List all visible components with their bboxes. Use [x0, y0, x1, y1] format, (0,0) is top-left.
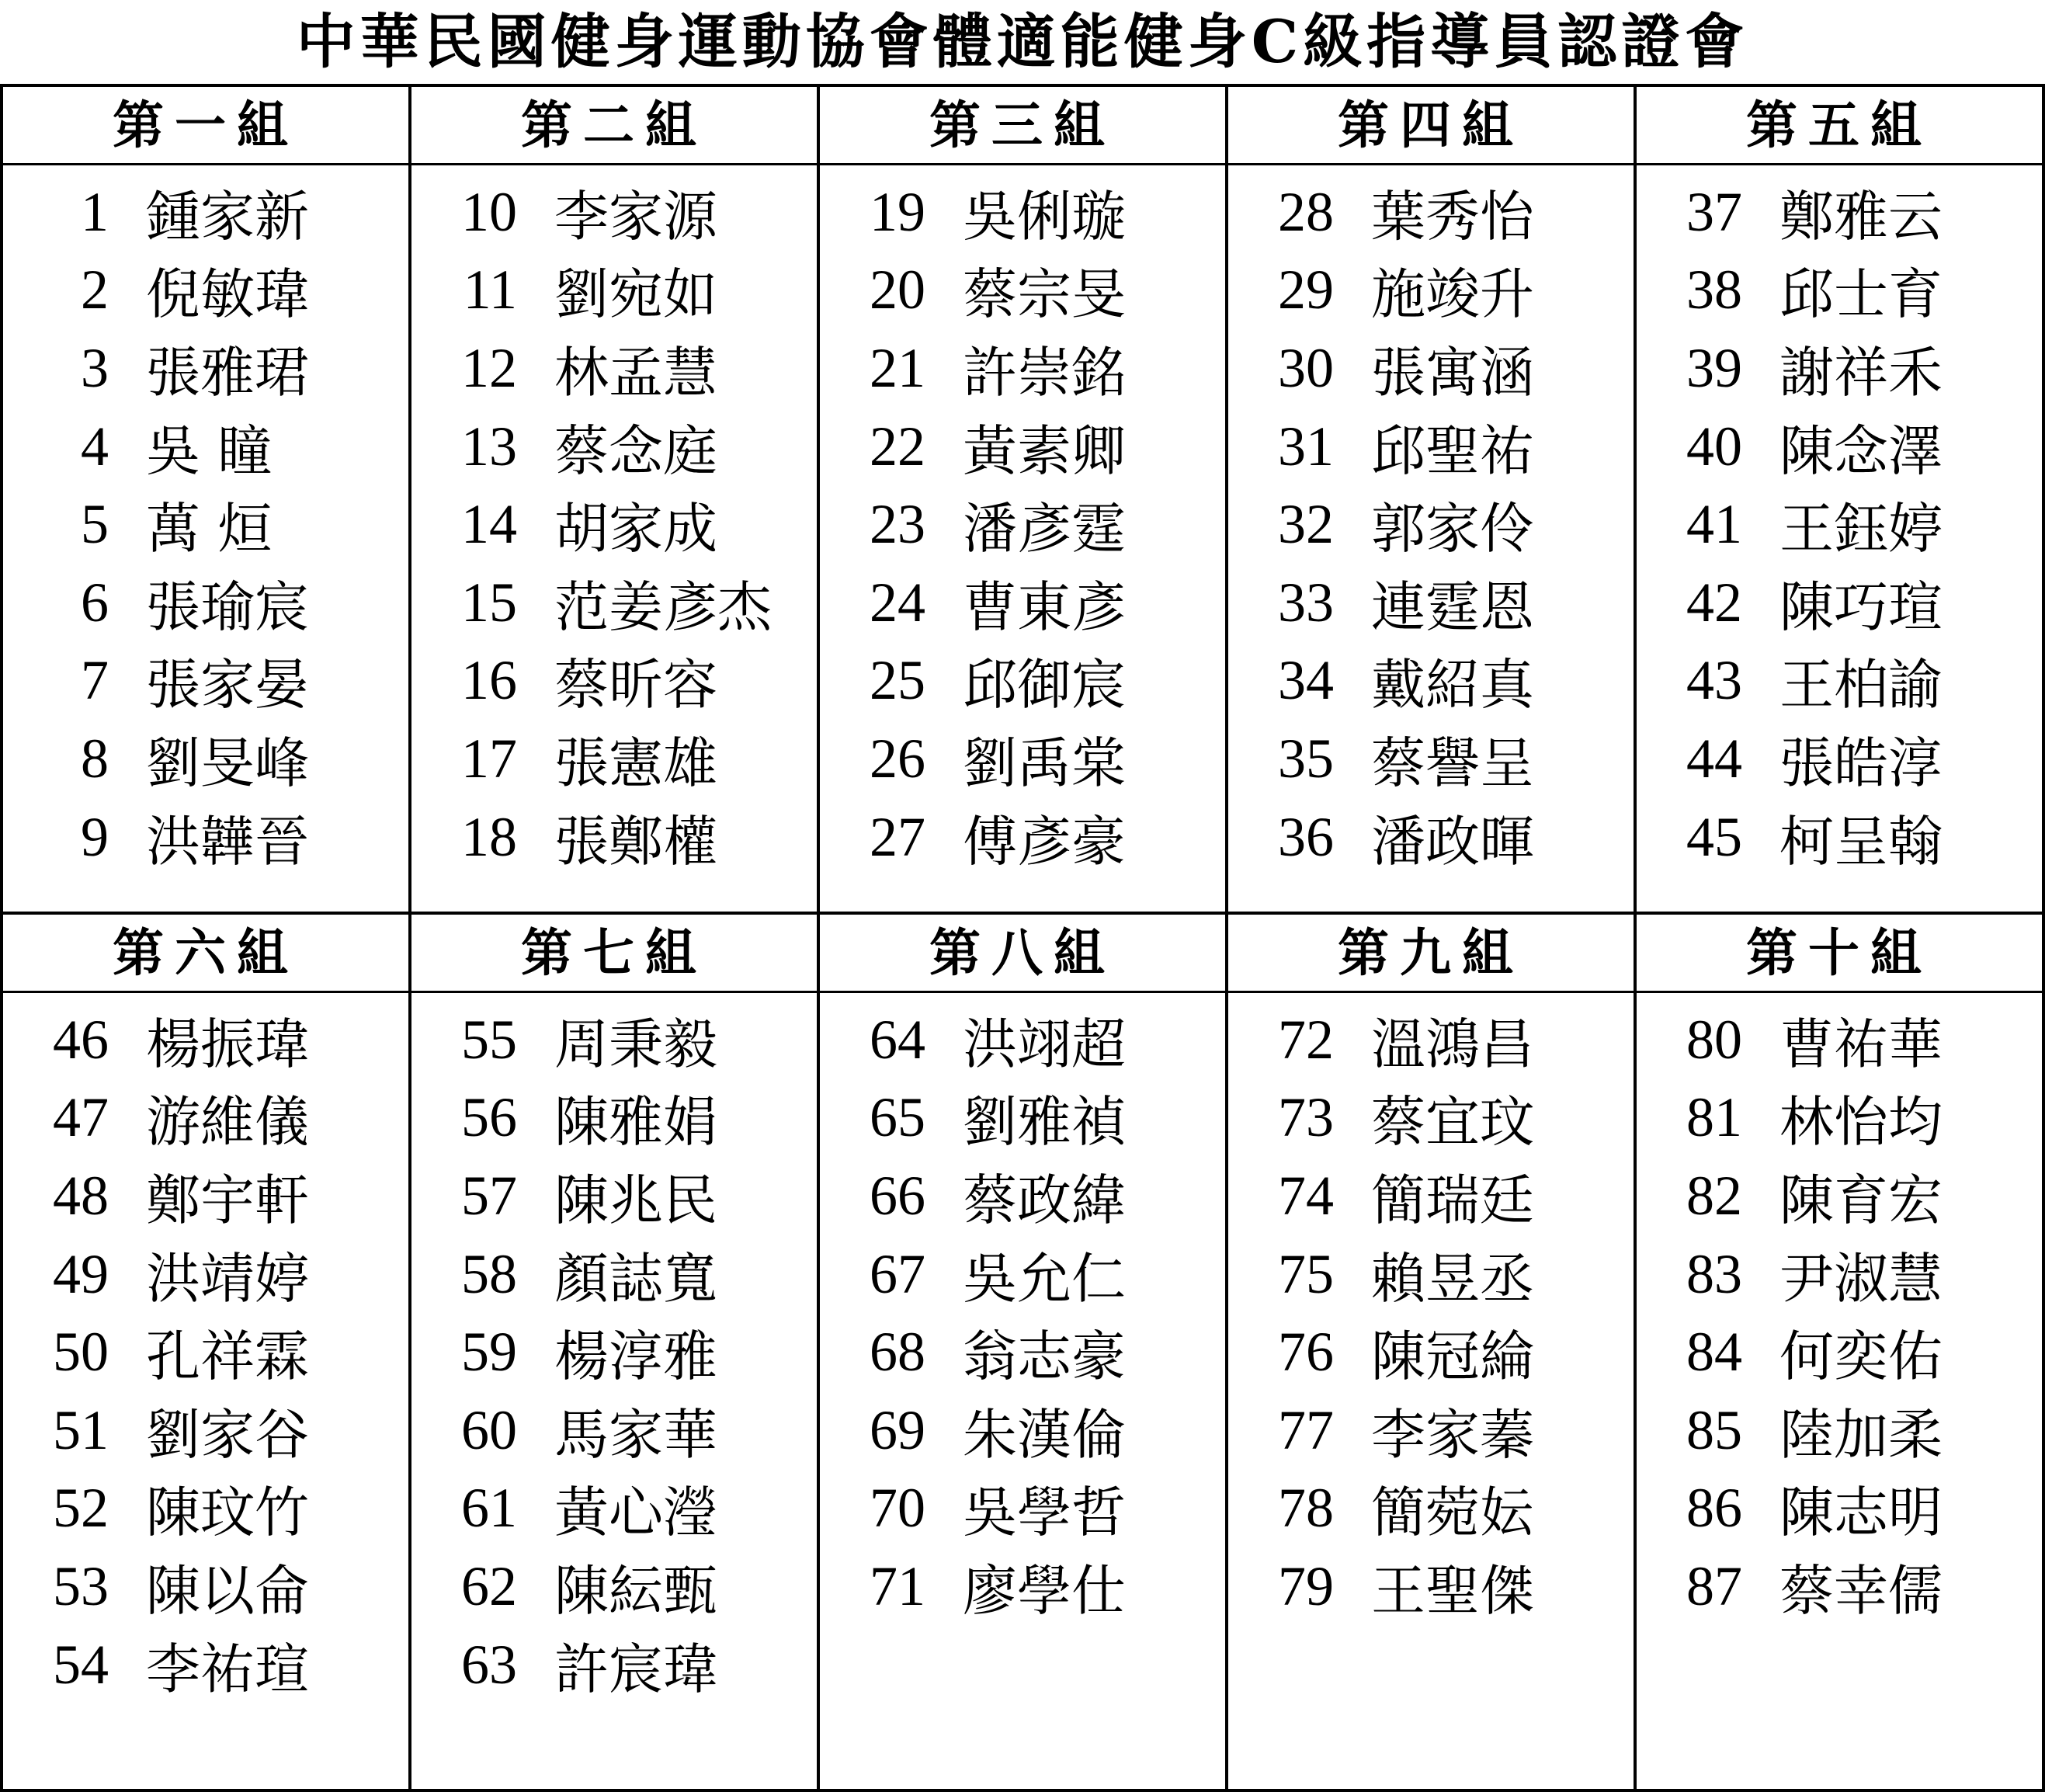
group-header: 第二組 — [411, 87, 817, 165]
member-name: 張鄭權 — [554, 809, 717, 873]
member-name: 顏誌寬 — [554, 1246, 717, 1311]
list-item — [3, 329, 408, 408]
member-name: 吳允仁 — [963, 1246, 1126, 1311]
list-item — [1228, 720, 1634, 798]
member-number: 10 — [461, 180, 517, 243]
member-list — [3, 165, 408, 876]
member-list — [1637, 165, 2042, 876]
member-number: 50 — [53, 1321, 109, 1384]
group-column — [817, 915, 1225, 1789]
member-name: 葉秀怡 — [1371, 184, 1534, 248]
member-number: 11 — [463, 259, 517, 321]
list-item — [3, 798, 408, 877]
list-item — [1228, 1470, 1634, 1548]
member-number: 45 — [1686, 805, 1742, 868]
member-name: 朱漢倫 — [963, 1402, 1126, 1467]
list-item — [1637, 720, 2042, 798]
roster-row-bottom — [3, 912, 2042, 1789]
list-item — [1228, 408, 1634, 486]
member-name: 溫鴻昌 — [1371, 1012, 1534, 1076]
member-name: 張家晏 — [146, 653, 309, 717]
member-name: 王聖傑 — [1371, 1558, 1534, 1623]
list-item — [411, 1626, 817, 1704]
list-item — [1637, 564, 2042, 642]
member-number: 35 — [1278, 727, 1334, 790]
member-number: 15 — [461, 571, 517, 634]
member-name: 張皓淳 — [1779, 731, 1943, 795]
member-name: 陳冠綸 — [1371, 1325, 1534, 1389]
member-number: 36 — [1278, 805, 1334, 868]
member-number: 33 — [1278, 571, 1334, 634]
list-item — [3, 1626, 408, 1704]
list-item — [820, 408, 1225, 486]
member-name: 陳志明 — [1779, 1481, 1943, 1545]
member-number: 49 — [53, 1242, 109, 1305]
member-name: 陳念澤 — [1779, 418, 1943, 483]
member-name: 李家源 — [554, 184, 717, 248]
member-number: 18 — [461, 805, 517, 868]
group-column — [3, 87, 408, 912]
list-item — [3, 1079, 408, 1158]
member-number: 43 — [1686, 649, 1742, 712]
member-name: 劉禹棠 — [963, 731, 1126, 795]
group-column — [1225, 87, 1634, 912]
member-name: 簡菀妘 — [1371, 1481, 1534, 1545]
list-item — [1637, 1157, 2042, 1235]
list-item — [3, 1470, 408, 1548]
list-item — [3, 1391, 408, 1470]
member-name: 吳俐璇 — [963, 184, 1126, 248]
member-number: 24 — [870, 571, 925, 634]
list-item — [820, 1391, 1225, 1470]
list-item — [820, 1001, 1225, 1079]
member-number: 14 — [461, 493, 517, 556]
member-number: 46 — [53, 1008, 109, 1071]
list-item — [820, 1470, 1225, 1548]
group-column — [3, 915, 408, 1789]
member-name: 張憲雄 — [554, 731, 717, 795]
list-item — [1228, 173, 1634, 252]
member-number: 85 — [1686, 1398, 1742, 1461]
member-name: 許崇銘 — [963, 340, 1126, 405]
member-number: 13 — [461, 415, 517, 478]
list-item — [1228, 1079, 1634, 1158]
list-item — [1228, 642, 1634, 721]
list-item — [411, 1079, 817, 1158]
member-name: 陳巧瑄 — [1779, 575, 1943, 639]
member-name: 吳學哲 — [963, 1481, 1126, 1545]
list-item — [820, 1079, 1225, 1158]
list-item — [1228, 798, 1634, 877]
member-name: 張雅珺 — [146, 340, 309, 405]
member-number: 72 — [1278, 1008, 1334, 1071]
member-number: 65 — [870, 1086, 925, 1149]
member-name: 蔡政緯 — [963, 1168, 1126, 1232]
list-item — [1228, 1547, 1634, 1626]
member-number: 8 — [81, 727, 109, 790]
member-number: 52 — [53, 1477, 109, 1540]
member-name: 陳紜甄 — [554, 1558, 717, 1623]
list-item — [1637, 329, 2042, 408]
member-number: 83 — [1686, 1242, 1742, 1305]
member-name: 李祐瑄 — [146, 1637, 309, 1701]
list-item — [411, 1235, 817, 1314]
list-item — [820, 1157, 1225, 1235]
member-number: 62 — [461, 1554, 517, 1617]
list-item — [411, 720, 817, 798]
member-name: 翁志豪 — [963, 1325, 1126, 1389]
member-number: 57 — [461, 1164, 517, 1227]
member-name: 周秉毅 — [554, 1012, 717, 1076]
member-number: 48 — [53, 1164, 109, 1227]
member-name: 柯呈翰 — [1779, 809, 1943, 873]
list-item — [1637, 408, 2042, 486]
member-list — [1637, 993, 2042, 1626]
list-item — [1228, 329, 1634, 408]
member-number: 79 — [1278, 1554, 1334, 1617]
group-header: 第四組 — [1228, 87, 1634, 165]
member-number: 73 — [1278, 1086, 1334, 1149]
member-name: 賴昱丞 — [1371, 1246, 1534, 1311]
member-name: 曹東彥 — [963, 575, 1126, 639]
list-item — [820, 485, 1225, 564]
member-list — [411, 165, 817, 876]
member-name: 許宸瑋 — [554, 1637, 717, 1701]
member-number: 53 — [53, 1554, 109, 1617]
list-item — [411, 1157, 817, 1235]
list-item — [1637, 642, 2042, 721]
member-name: 馬家華 — [554, 1402, 717, 1467]
member-number: 76 — [1278, 1321, 1334, 1384]
member-number: 4 — [81, 415, 109, 478]
list-item — [3, 720, 408, 798]
member-name: 潘彥霆 — [963, 497, 1126, 561]
member-number: 67 — [870, 1242, 925, 1305]
list-item — [411, 564, 817, 642]
member-number: 25 — [870, 649, 925, 712]
member-name: 曹祐華 — [1779, 1012, 1943, 1076]
list-item — [1637, 173, 2042, 252]
member-number: 12 — [461, 336, 517, 399]
member-number: 41 — [1686, 493, 1742, 556]
list-item — [1637, 485, 2042, 564]
list-item — [1637, 1079, 2042, 1158]
list-item — [3, 1313, 408, 1391]
member-number: 32 — [1278, 493, 1334, 556]
list-item — [820, 252, 1225, 330]
member-name: 廖學仕 — [963, 1558, 1126, 1623]
member-name: 倪敏瑋 — [146, 262, 309, 327]
member-name: 施竣升 — [1371, 262, 1534, 327]
list-item — [820, 564, 1225, 642]
member-name: 郭家伶 — [1371, 497, 1534, 561]
list-item — [1228, 485, 1634, 564]
member-number: 42 — [1686, 571, 1742, 634]
member-name: 黃心瀅 — [554, 1481, 717, 1545]
member-name: 陸加柔 — [1779, 1402, 1943, 1467]
member-name: 蔡宗旻 — [963, 262, 1126, 327]
list-item — [1637, 798, 2042, 877]
member-number: 56 — [461, 1086, 517, 1149]
group-column — [817, 87, 1225, 912]
roster-table — [0, 84, 2045, 1792]
member-number: 2 — [81, 259, 109, 321]
member-number: 47 — [53, 1086, 109, 1149]
roster-row-top — [3, 87, 2042, 912]
member-name: 鄭宇軒 — [146, 1168, 309, 1232]
member-list — [820, 993, 1225, 1626]
member-name: 邱聖祐 — [1371, 418, 1534, 483]
list-item — [1637, 252, 2042, 330]
member-name: 張寓涵 — [1371, 340, 1534, 405]
list-item — [1637, 1001, 2042, 1079]
list-item — [3, 1547, 408, 1626]
list-item — [1228, 564, 1634, 642]
member-number: 34 — [1278, 649, 1334, 712]
group-column — [1634, 915, 2042, 1789]
list-item — [411, 642, 817, 721]
member-name: 簡瑞廷 — [1371, 1168, 1534, 1232]
member-name: 范姜彥杰 — [554, 575, 772, 639]
member-name: 萬 烜 — [146, 497, 273, 561]
list-item — [820, 173, 1225, 252]
member-number: 81 — [1686, 1086, 1742, 1149]
group-header: 第九組 — [1228, 915, 1634, 993]
member-name: 蔡幸儒 — [1779, 1558, 1943, 1623]
member-number: 86 — [1686, 1477, 1742, 1540]
list-item — [411, 798, 817, 877]
member-number: 22 — [870, 415, 925, 478]
list-item — [3, 173, 408, 252]
member-name: 傅彥豪 — [963, 809, 1126, 873]
list-item — [820, 329, 1225, 408]
list-item — [3, 1001, 408, 1079]
member-name: 謝祥禾 — [1779, 340, 1943, 405]
member-name: 蔡宜玟 — [1371, 1090, 1534, 1155]
member-number: 61 — [461, 1477, 517, 1540]
member-number: 54 — [53, 1633, 109, 1696]
member-number: 70 — [870, 1477, 925, 1540]
list-item — [1228, 252, 1634, 330]
member-list — [1228, 165, 1634, 876]
member-name: 劉雅禎 — [963, 1090, 1126, 1155]
member-number: 19 — [870, 180, 925, 243]
list-item — [411, 1391, 817, 1470]
list-item — [3, 1235, 408, 1314]
list-item — [411, 252, 817, 330]
member-name: 潘政暉 — [1371, 809, 1534, 873]
member-number: 6 — [81, 571, 109, 634]
list-item — [411, 173, 817, 252]
member-number: 78 — [1278, 1477, 1334, 1540]
member-number: 55 — [461, 1008, 517, 1071]
member-name: 孔祥霖 — [146, 1325, 309, 1389]
group-header: 第六組 — [3, 915, 408, 993]
member-number: 82 — [1686, 1164, 1742, 1227]
group-column — [408, 915, 817, 1789]
list-item — [411, 329, 817, 408]
member-name: 胡家成 — [554, 497, 717, 561]
member-name: 劉宛如 — [554, 262, 717, 327]
group-column — [1634, 87, 2042, 912]
list-item — [820, 1547, 1225, 1626]
member-name: 李家蓁 — [1371, 1402, 1534, 1467]
member-name: 王鈺婷 — [1779, 497, 1943, 561]
member-name: 何奕佑 — [1779, 1325, 1943, 1389]
list-item — [1637, 1470, 2042, 1548]
member-number: 64 — [870, 1008, 925, 1071]
member-name: 林怡均 — [1779, 1090, 1943, 1155]
list-item — [1228, 1157, 1634, 1235]
list-item — [411, 485, 817, 564]
group-column — [408, 87, 817, 912]
list-item — [3, 1157, 408, 1235]
member-name: 陳育宏 — [1779, 1168, 1943, 1232]
member-number: 68 — [870, 1321, 925, 1384]
member-name: 游維儀 — [146, 1090, 309, 1155]
list-item — [1637, 1547, 2042, 1626]
member-name: 黃素卿 — [963, 418, 1126, 483]
member-list — [411, 993, 817, 1703]
list-item — [3, 408, 408, 486]
member-number: 66 — [870, 1164, 925, 1227]
list-item — [820, 642, 1225, 721]
member-number: 69 — [870, 1398, 925, 1461]
list-item — [3, 564, 408, 642]
member-name: 洪翊超 — [963, 1012, 1126, 1076]
member-number: 21 — [870, 336, 925, 399]
member-name: 鍾家新 — [146, 184, 309, 248]
member-number: 84 — [1686, 1321, 1742, 1384]
group-header: 第七組 — [411, 915, 817, 993]
list-item — [3, 485, 408, 564]
member-name: 王柏諭 — [1779, 653, 1943, 717]
list-item — [411, 408, 817, 486]
member-number: 37 — [1686, 180, 1742, 243]
member-number: 31 — [1278, 415, 1334, 478]
member-list — [820, 165, 1225, 876]
member-name: 陳玟竹 — [146, 1481, 309, 1545]
member-number: 1 — [81, 180, 109, 243]
member-name: 邱士育 — [1779, 262, 1943, 327]
member-number: 27 — [870, 805, 925, 868]
list-item — [1228, 1313, 1634, 1391]
list-item — [411, 1313, 817, 1391]
member-number: 38 — [1686, 259, 1742, 321]
member-name: 連霆恩 — [1371, 575, 1534, 639]
member-number: 44 — [1686, 727, 1742, 790]
list-item — [820, 720, 1225, 798]
member-number: 16 — [461, 649, 517, 712]
list-item — [1637, 1313, 2042, 1391]
member-name: 蔡譽呈 — [1371, 731, 1534, 795]
member-number: 60 — [461, 1398, 517, 1461]
member-number: 75 — [1278, 1242, 1334, 1305]
member-number: 29 — [1278, 259, 1334, 321]
member-list — [3, 993, 408, 1703]
page-title: 中華民國健身運動協會體適能健身C級指導員認證會 — [296, 7, 1749, 76]
member-number: 3 — [81, 336, 109, 399]
list-item — [411, 1547, 817, 1626]
member-number: 40 — [1686, 415, 1742, 478]
member-number: 74 — [1278, 1164, 1334, 1227]
member-name: 戴紹真 — [1371, 653, 1534, 717]
member-name: 劉家谷 — [146, 1402, 309, 1467]
member-number: 87 — [1686, 1554, 1742, 1617]
member-number: 77 — [1278, 1398, 1334, 1461]
member-number: 39 — [1686, 336, 1742, 399]
list-item — [1637, 1235, 2042, 1314]
member-number: 58 — [461, 1242, 517, 1305]
member-number: 71 — [870, 1554, 925, 1617]
member-name: 陳雅娟 — [554, 1090, 717, 1155]
member-number: 9 — [81, 805, 109, 868]
member-number: 80 — [1686, 1008, 1742, 1071]
list-item — [3, 252, 408, 330]
group-header: 第八組 — [820, 915, 1225, 993]
list-item — [411, 1001, 817, 1079]
list-item — [1228, 1391, 1634, 1470]
member-name: 楊振瑋 — [146, 1012, 309, 1076]
member-name: 陳兆民 — [554, 1168, 717, 1232]
member-number: 51 — [53, 1398, 109, 1461]
member-number: 59 — [461, 1321, 517, 1384]
group-header: 第十組 — [1637, 915, 2042, 993]
member-name: 林孟慧 — [554, 340, 717, 405]
member-name: 鄭雅云 — [1779, 184, 1943, 248]
member-name: 洪韡晉 — [146, 809, 309, 873]
member-name: 洪靖婷 — [146, 1246, 309, 1311]
group-header: 第五組 — [1637, 87, 2042, 165]
member-number: 7 — [81, 649, 109, 712]
list-item — [820, 798, 1225, 877]
member-number: 26 — [870, 727, 925, 790]
group-header: 第一組 — [3, 87, 408, 165]
group-column — [1225, 915, 1634, 1789]
list-item — [1637, 1391, 2042, 1470]
member-name: 蔡昕容 — [554, 653, 717, 717]
member-number: 28 — [1278, 180, 1334, 243]
group-header: 第三組 — [820, 87, 1225, 165]
member-name: 楊淳雅 — [554, 1325, 717, 1389]
member-number: 5 — [81, 493, 109, 556]
member-number: 20 — [870, 259, 925, 321]
list-item — [1228, 1001, 1634, 1079]
member-name: 張瑜宸 — [146, 575, 309, 639]
member-number: 30 — [1278, 336, 1334, 399]
member-list — [1228, 993, 1634, 1626]
member-name: 劉旻峰 — [146, 731, 309, 795]
list-item — [1228, 1235, 1634, 1314]
member-name: 吳 瞳 — [146, 418, 273, 483]
member-name: 尹淑慧 — [1779, 1246, 1943, 1311]
list-item — [820, 1313, 1225, 1391]
member-number: 63 — [461, 1633, 517, 1696]
list-item — [411, 1470, 817, 1548]
member-name: 邱御宸 — [963, 653, 1126, 717]
list-item — [820, 1235, 1225, 1314]
member-name: 蔡念庭 — [554, 418, 717, 483]
member-name: 陳以侖 — [146, 1558, 309, 1623]
list-item — [3, 642, 408, 721]
member-number: 17 — [461, 727, 517, 790]
member-number: 23 — [870, 493, 925, 556]
